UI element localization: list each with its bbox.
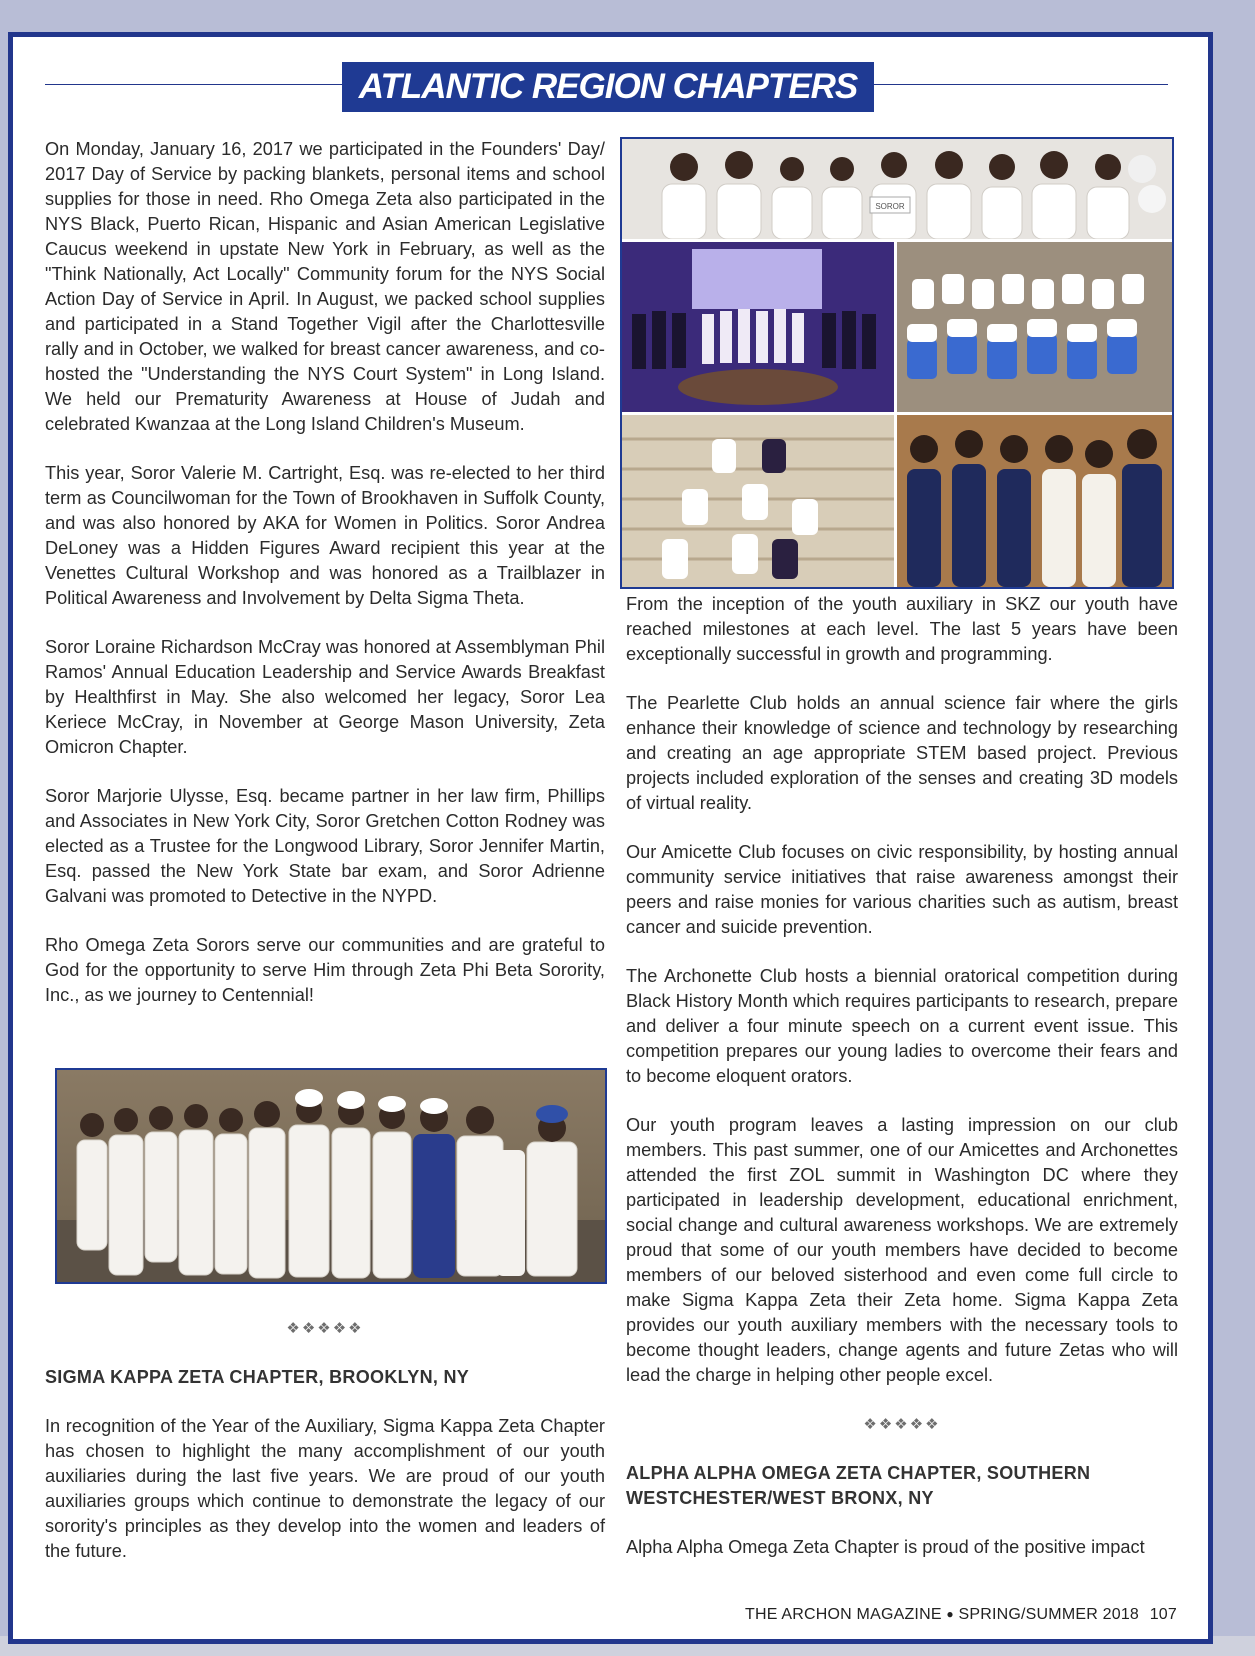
header-rule-right: [874, 84, 1168, 85]
page-number: 107: [1149, 1606, 1177, 1623]
right-column: [626, 592, 1178, 1584]
paragraph: Soror Loraine Richardson McCray was honored at Assemblyman Phil Ramos' Annual Education Leadership and Service Awards Breakfast by Healthfirst in May. She also welcomed her legacy, Soror Lea Keriece McCray, in November at George Mason University, Zeta Omicron Chapter.: [45, 637, 605, 757]
left-column: [45, 137, 605, 1032]
section-divider: ❖❖❖❖❖: [863, 1416, 941, 1433]
photo-sign-text: SOROR: [875, 202, 905, 211]
photo-collage-illustration: [622, 139, 1172, 587]
paragraph: In recognition of the Year of the Auxiliary, Sigma Kappa Zeta Chapter has chosen to highlight the many accomplishment of our youth auxiliaries during the last five years. We are proud of our youth auxiliaries groups which continue to demonstrate the legacy of our sorority's principles as they develop into the women and leaders of the future.: [45, 1416, 605, 1561]
paragraph: Rho Omega Zeta Sorors serve our communities and are grateful to God for the opportunity to serve Him through Zeta Phi Beta Sorority, Inc., as we journey to Centennial!: [45, 935, 605, 1005]
magazine-name: THE ARCHON MAGAZINE: [745, 1606, 942, 1623]
group-photo-white-attire: [55, 1068, 607, 1284]
paragraph: This year, Soror Valerie M. Cartright, Esq. was re-elected to her third term as Councilwoman for the Town of Brookhaven in Suffolk County, and was also honored by AKA for Women in Politics. Soror Andrea DeLoney was a Hidden Figures Award recipient this year at the Venettes Cultural Workshop and was honored as a Trailblazer in Political Awareness and Involvement by Delta Sigma Theta.: [45, 463, 605, 608]
paragraph: The Archonette Club hosts a biennial oratorical competition during Black History Month which requires participants to research, prepare and deliver a four minute speech on a current event issue. This competition prepares our young ladies to overcome their fears and to become eloquent orators.: [626, 966, 1178, 1086]
paragraph: On Monday, January 16, 2017 we participated in the Founders' Day/ 2017 Day of Service by packing blankets, personal items and school supplies for those in need. Rho Omega Zeta also participated in the NYS Black, Puerto Rican, Hispanic and Asian American Legislative Caucus weekend in upstate New York in February, as well as the "Think Nationally, Act Locally" Community forum for the NYS Social Action Day of Service in April. In August, we packed school supplies and participated in a Stand Together Vigil after the Charlottesville rally and in October, we walked for breast cancer awareness, and co-hosted the "Understanding the NYS Court System" in Long Island. We held our Prematurity Awareness at House of Judah and celebrated Kwanzaa at the Long Island Children's Museum.: [45, 139, 605, 434]
issue-name: SPRING/SUMMER 2018: [958, 1606, 1140, 1623]
section-divider: ❖❖❖❖❖: [286, 1320, 364, 1337]
bullet-icon: ●: [946, 1607, 954, 1621]
paragraph: Soror Marjorie Ulysse, Esq. became partner in her law firm, Phillips and Associates in New York City, Soror Gretchen Cotton Rodney was elected as a Trustee for the Longwood Library, Soror Jennifer Martin, Esq. passed the New York State bar exam, and Soror Adrienne Galvani was promoted to Detective in the NYPD.: [45, 786, 605, 906]
paragraph: Alpha Alpha Omega Zeta Chapter is proud of the positive impact: [626, 1537, 1145, 1557]
group-photo-illustration: [57, 1070, 605, 1282]
paragraph: Our Amicette Club focuses on civic responsibility, by hosting annual community service initiatives that raise awareness amongst their peers and raise monies for various charities such as autism, breast cancer and suicide prevention.: [626, 842, 1178, 937]
chapter-heading: ALPHA ALPHA OMEGA ZETA CHAPTER, SOUTHERN WESTCHESTER/WEST BRONX, NY: [626, 1463, 1091, 1508]
paragraph: Our youth program leaves a lasting impression on our club members. This past summer, one of our Amicettes and Archonettes attended the first ZOL summit in Washington DC where they participated in leadership development, educational enrichment, social change and cultural awareness workshops. We are extremely proud that some of our youth members have decided to become members of our beloved sisterhood and even come full circle to make Sigma Kappa Zeta their Zeta home. Sigma Kappa Zeta provides our youth auxiliary members with the necessary tools to become thought leaders, change agents and future Zetas who will lead the charge in helping other people excel.: [626, 1115, 1178, 1385]
youth-photo-collage: [620, 137, 1174, 589]
section-title: ATLANTIC REGION CHAPTERS: [358, 67, 858, 106]
page-footer: [745, 1606, 1177, 1624]
chapter-heading: SIGMA KAPPA ZETA CHAPTER, BROOKLYN, NY: [45, 1367, 470, 1387]
section-header: [342, 62, 874, 112]
left-column-lower: [45, 1302, 605, 1588]
header-rule-left: [45, 84, 345, 85]
paragraph: The Pearlette Club holds an annual science fair where the girls enhance their knowledge of science and technology by researching and creating an age appropriate STEM based project. Previous projects included exploration of the senses and creating 3D models of virtual reality.: [626, 693, 1178, 813]
paragraph: From the inception of the youth auxiliary in SKZ our youth have reached milestones at each level. The last 5 years have been exceptionally successful in growth and programming.: [626, 594, 1178, 664]
